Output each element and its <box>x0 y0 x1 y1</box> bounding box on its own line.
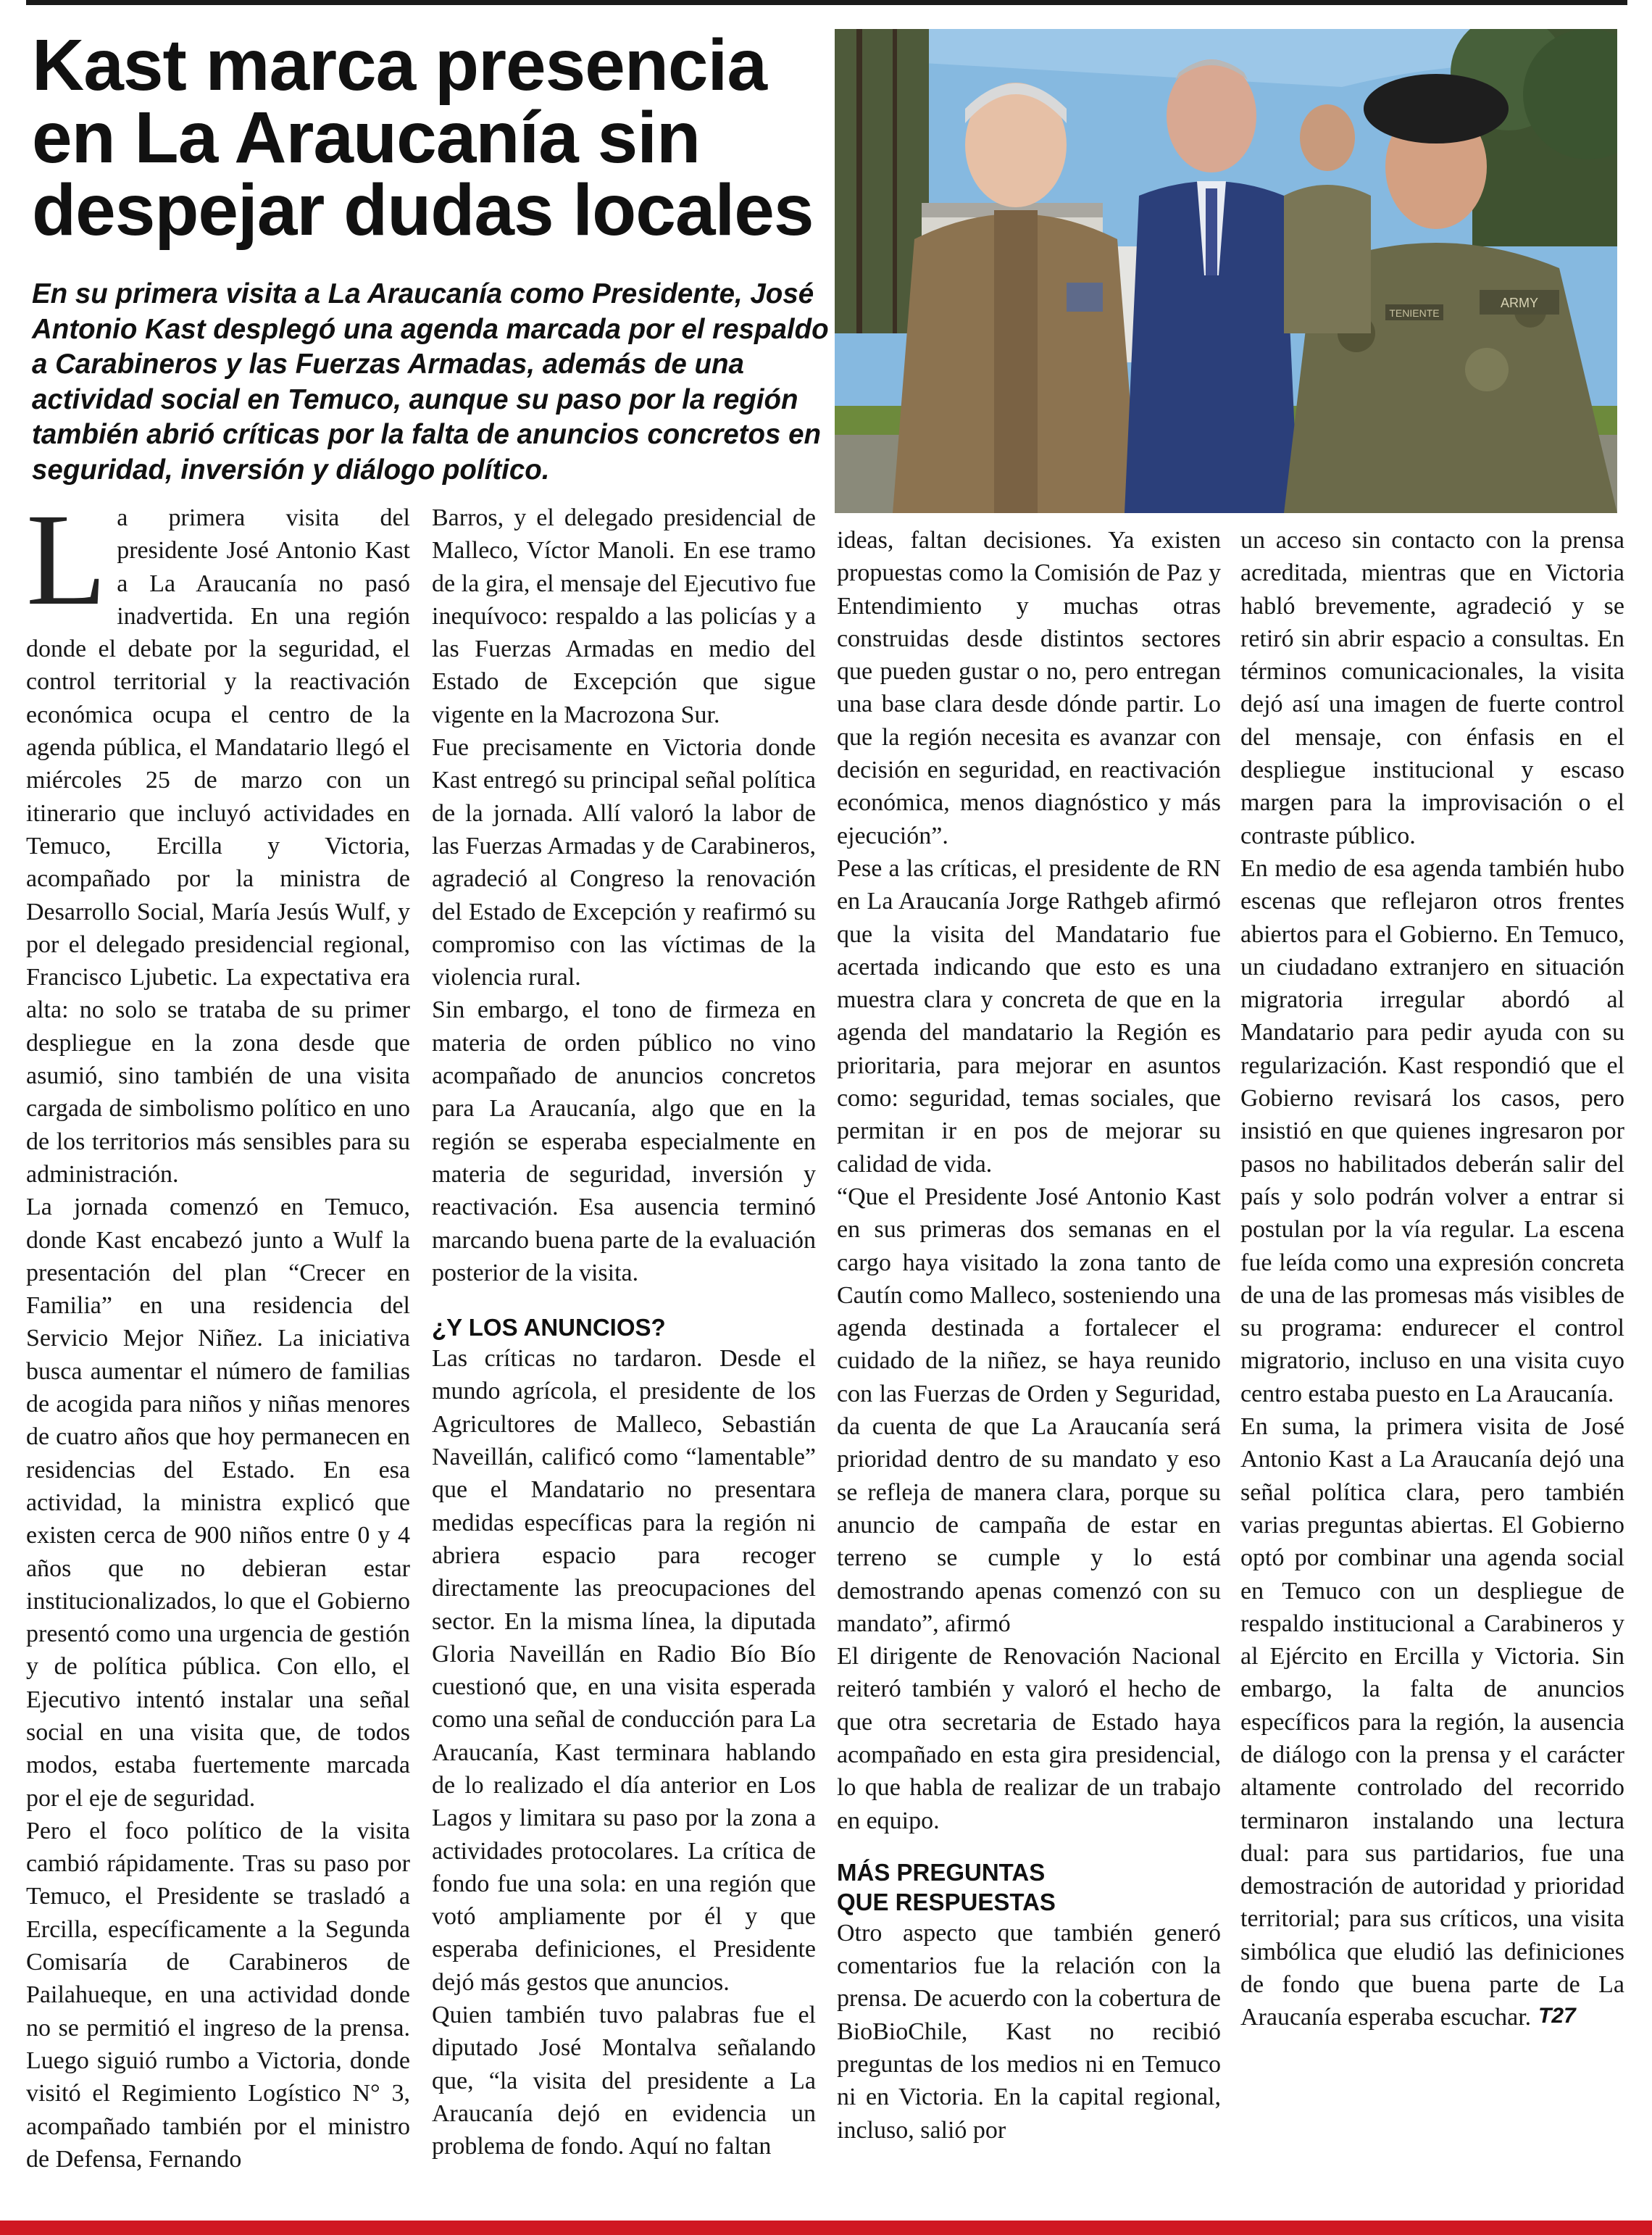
article-column-2 <box>432 501 816 2163</box>
uniform-patch-text: ARMY <box>1500 296 1539 310</box>
paragraph: La jornada comenzó en Temuco, donde Kast encabezó junto a Wulf la presentación del plan “Crecer en Familia” en una residencia del Servicio Mejor Niñez. La iniciativa busca aumentar el número de familias de acogida para niños y niñas menores de cuatro años que hoy permanecen en residencias del Estado. En esa actividad, la ministra explicó que existen cerca de 900 niños entre 0 y 4 años que no debieran estar institucionalizados, lo que el Gobierno presentó como una urgencia de gestión y de política pública. Con ello, el Ejecutivo intentó instalar una señal social en una visita que, de todos modos, estaba fuertemente marcada por el eje de seguridad. <box>26 1194 410 1812</box>
paragraph: Quien también tuvo palabras fue el diputado José Montalva señalando que, “la visita del presidente a La Araucanía dejó en evidencia un problema de fondo. Aquí no faltan <box>432 2002 816 2160</box>
article-column-3 <box>837 524 1221 2147</box>
paragraph: Pero el foco político de la visita cambió rápidamente. Tras su paso por Temuco, el Presidente se trasladó a Ercilla, específicamente a la Segunda Comisaría de Carabineros de Pailahueque, en una actividad donde no se permitió el ingreso de la prensa. Luego siguió rumbo a Victoria, donde visitó el Regimiento Logístico N° 3, acompañado también por el ministro de Defensa, Fernando <box>26 1817 410 2173</box>
paragraph: a primera visita del presidente José Antonio Kast a La Araucanía no pasó inadvertida. En una región donde el debate por la seguridad, el control territorial y la reactivación económica ocupa el centro de la agenda pública, el Mandatario llegó el miércoles 25 de marzo con un itinerario que incluyó actividades en Temuco, Ercilla y Victoria, acompañado por la ministra de Desarrollo Social, María Jesús Wulf, y por el delegado presidencial regional, Francisco Ljubetic. La expectativa era alta: no solo se trataba de su primer despliegue en la zona desde que asumió, sino también de una visita cargada de simbolismo político en uno de los territorios más sensibles para su administración. <box>26 504 410 1188</box>
subhead-line: MÁS PREGUNTAS <box>837 1858 1046 1886</box>
paragraph: un acceso sin contacto con la prensa acreditada, mientras que en Victoria habló brevemente, agradeció y se retiró sin abrir espacio a consultas. En términos comunicacionales, la visita dejó así una imagen de fuerte control del mensaje, con énfasis en el despliegue institucional y escaso margen para la improvisación o el contraste público. <box>1240 527 1624 849</box>
drop-cap: L <box>26 487 107 633</box>
deck-summary: En su primera visita a La Araucanía como Presidente, José Antonio Kast desplegó una agenda marcada por el respaldo a Carabineros y las Fuerzas Armadas, además de una actividad social en Temuco, aunque su paso por la región también abrió críticas por la falta de anuncios concretos en seguridad, inversión y diálogo político. <box>32 278 829 486</box>
paragraph: Fue precisamente en Victoria donde Kast entregó su principal señal política de la jornada. Allí valoró la labor de las Fuerzas Armadas y de Carabineros, agradeció al Congreso la renovación del Estado de Excepción y reafirmó su compromiso con las víctimas de la violencia rural. <box>432 734 816 991</box>
article-column-4 <box>1240 524 1624 2036</box>
top-rule <box>26 0 1627 5</box>
paragraph: “Que el Presidente José Antonio Kast en sus primeras dos semanas en el cargo haya visitado la zona tanto de Cautín como Malleco, sosteniendo una agenda destinada a fortalecer el cuidado de la niñez, se haya reunido con las Fuerzas de Orden y Seguridad, da cuenta de que La Araucanía será prioridad dentro de su mandato y eso se refleja de manera clara, porque su anuncio de campaña de estar en terreno se cumple y lo está demostrando apenas comenzó con su mandato”, afirmó <box>837 1183 1221 1637</box>
paragraph: Barros, y el delegado presidencial de Malleco, Víctor Manoli. En ese tramo de la gira, el mensaje del Ejecutivo fue inequívoco: respaldo a las policías y a las Fuerzas Armadas en medio del Estado de Excepción que sigue vigente en la Macrozona Sur. <box>432 504 816 728</box>
section-subhead: ¿Y LOS ANUNCIOS? <box>432 1314 666 1341</box>
section-subhead <box>837 1857 1221 1917</box>
paragraph: ideas, faltan decisiones. Ya existen propuestas como la Comisión de Paz y Entendimiento y muchas otras construidas desde distintos sectores que pueden gustar o no, pero entregan una base clara desde dónde partir. Lo que la región necesita es avanzar con decisión en seguridad, en reactivación económica, menos diagnóstico y más ejecución”. <box>837 527 1221 849</box>
paragraph: Sin embargo, el tono de firmeza en materia de orden público no vino acompañado de anuncios concretos para La Araucanía, algo que en la región se esperaba especialmente en materia de seguridad, inversión y reactivación. Esa ausencia terminó marcando buena parte de la evaluación posterior de la visita. <box>432 996 816 1286</box>
uniform-name-tag: TENIENTE <box>1389 307 1440 319</box>
paragraph: Otro aspecto que también generó comentarios fue la relación con la prensa. De acuerdo con la cobertura de BioBioChile, Kast no recibió preguntas de los medios ni en Temuco ni en Victoria. En la capital regional, incluso, salió por <box>837 1919 1221 2144</box>
paragraph-text: En suma, la primera visita de José Antonio Kast a La Araucanía dejó una señal política clara, pero también varias preguntas abiertas. El Gobierno optó por combinar una agenda social en Temuco con un despliegue de respaldo institucional a Carabineros y al Ejército en Ercilla y Victoria. Sin embargo, la falta de anuncios específicos para la región, la ausencia de diálogo con la prensa y el carácter altamente controlado del recorrido terminaron instalando una lectura dual: para sus partidarios, fue una demostración de autoridad y prioridad territorial; para sus críticos, una visita simbólica que eludió las definiciones de fondo que buena parte de La Araucanía esperaba escuchar. <box>1240 1413 1624 2031</box>
headline: Kast marca presencia en La Araucanía sin despejar dudas locales <box>32 25 814 251</box>
end-mark-text: T27 <box>1538 2004 1576 2028</box>
bottom-color-bar <box>0 2221 1652 2235</box>
subhead-line: QUE RESPUESTAS <box>837 1888 1056 1915</box>
news-photo <box>835 29 1617 513</box>
paragraph <box>1240 1410 1624 2036</box>
paragraph: En medio de esa agenda también hubo escenas que reflejaron otros frentes abiertos para el Gobierno. En Temuco, un ciudadano extranjero en situación migratoria irregular abordó al Mandatario para pedir ayuda con su regularización. Kast respondió que el Gobierno revisará los casos, pero insistió en que quienes ingresaron por pasos no habilitados deberán salir del país y solo podrán volver a entrar si postulan por la vía regular. La escena fue leída como una expresión concreta de una de las promesas más visibles de su programa: endurecer el control migratorio, incluso en una visita cuyo centro estaba puesto en La Araucanía. <box>1240 854 1624 1407</box>
paragraph: Las críticas no tardaron. Desde el mundo agrícola, el presidente de los Agricultores de Malleco, Sebastián Naveillán, calificó como “lamentable” que el Mandatario no presentara medidas específicas para la región ni abriera espacio para recoger directamente las preocupaciones del sector. En la misma línea, la diputada Gloria Naveillán en Radio Bío Bío cuestionó que, en una visita esperada como una señal de conducción para La Araucanía, Kast terminara hablando de lo realizado el día anterior en Los Lagos y limitara su paso por la zona a actividades protocolares. La crítica de fondo fue una sola: en una región que votó ampliamente por él y que esperaba definiciones, el Presidente dejó más gestos que anuncios. <box>432 1345 816 1996</box>
paragraph: Pese a las críticas, el presidente de RN en La Araucanía Jorge Rathgeb afirmó que la visita del Mandatario fue acertada indicando que esto es una muestra clara y concreta de que en la agenda del mandatario la Región es prioritaria, para mejorar en asuntos como: seguridad, temas sociales, que permitan ir en pos de mejorar su calidad de vida. <box>837 854 1221 1178</box>
paragraph: El dirigente de Renovación Nacional reiteró también y valoró el hecho de que otra secretaria de Estado haya acompañado en esta gira presidencial, lo que habla de realizar de un trabajo en equipo. <box>837 1643 1221 1834</box>
photo-illustration <box>835 29 1617 513</box>
article-column-1 <box>26 487 410 2176</box>
publication-logo <box>1538 2002 1580 2036</box>
